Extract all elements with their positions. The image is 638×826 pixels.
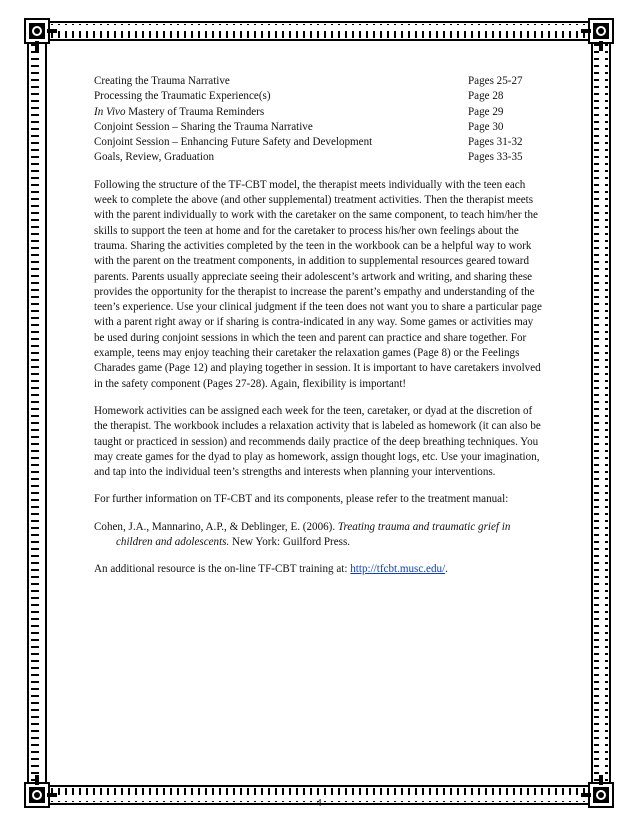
paragraph-structure: Following the structure of the TF-CBT model, the therapist meets individually with the teen each week to complete the above (and other supplemental) treatment activities. Then the therapist meets with the parent individually to work with the caretaker on the same component, to teach him/her the skills to support the teen at home and for the caretaker to process his/her own feelings about the trauma. Sharing the activities completed by the teen in the workbook can be a helpful way to work with the parent on the treatment components, in addition to supplemental resources geared toward parents. Parents usually appreciate seeing their adolescent’s artwork and writing, and sharing these provides the opportunity for the therapist to increase the parent’s empathy and understanding of the teen’s experience. Use your clinical judgment if the teen does not want you to share a particular page with a parent right away or if sharing is contra-indicated in any way. Some games or activities may be used during conjoint sessions in which the teen and parent can practice and share together. For example, teens may enjoy teaching their caretaker the relaxation games (Page 8) or the Feelings Charades game (Page 12) and playing together in session. It is important to have caretakers involved in the safety component (Pages 27-28). Again, flexibility is important! [94,178,542,390]
page-number: 4 [316,797,322,809]
contents-pages: Pages 25-27 [468,75,523,87]
paragraph-resource: An additional resource is the on-line TF-CBT training at: http://tfcbt.musc.edu/. [94,563,448,576]
training-link[interactable]: http://tfcbt.musc.edu/ [350,563,446,576]
contents-item: Creating the Trauma Narrative Pages 25-27 [94,74,546,89]
contents-list [94,74,546,166]
paragraph-further-info: For further information on TF-CBT and its components, please refer to the treatment manual: [94,493,509,506]
contents-pages: Pages 33-35 [468,151,523,164]
reference-title: Treating trauma and traumatic grief in children and adolescents. [116,520,511,549]
contents-pages: Page 29 [468,105,504,118]
page-content [94,74,546,590]
contents-item: In Vivo Mastery of Trauma Reminders Page 29 [94,105,546,120]
contents-item: Conjoint Session – Enhancing Future Safety and Development Pages 31-32 [94,135,546,150]
contents-pages: Pages 31-32 [468,136,523,149]
contents-item: Goals, Review, Graduation Pages 33-35 [94,150,546,165]
contents-pages: Page 28 [468,90,504,103]
contents-pages: Page 30 [468,120,504,133]
contents-item: Processing the Traumatic Experience(s) Page 28 [94,89,546,104]
reference-citation: Cohen, J.A., Mannarino, A.P., & Deblinger, E. (2006). Treating trauma and traumatic grief in children and adolescents. New York: Guilford Press. [94,520,511,549]
paragraph-homework: Homework activities can be assigned each week for the teen, caretaker, or dyad at the discretion of the therapist. The workbook includes a relaxation activity that is labeled as homework (it can also be taught or practiced in session) and recommends daily practice of the deep breathing techniques. You may create games for the dyad to play as homework, assign thought logs, etc. Use your imagination, and tap into the individual teen’s strengths and interests when planning your interventions. [94,404,541,479]
contents-item: Conjoint Session – Sharing the Trauma Narrative Page 30 [94,120,546,135]
